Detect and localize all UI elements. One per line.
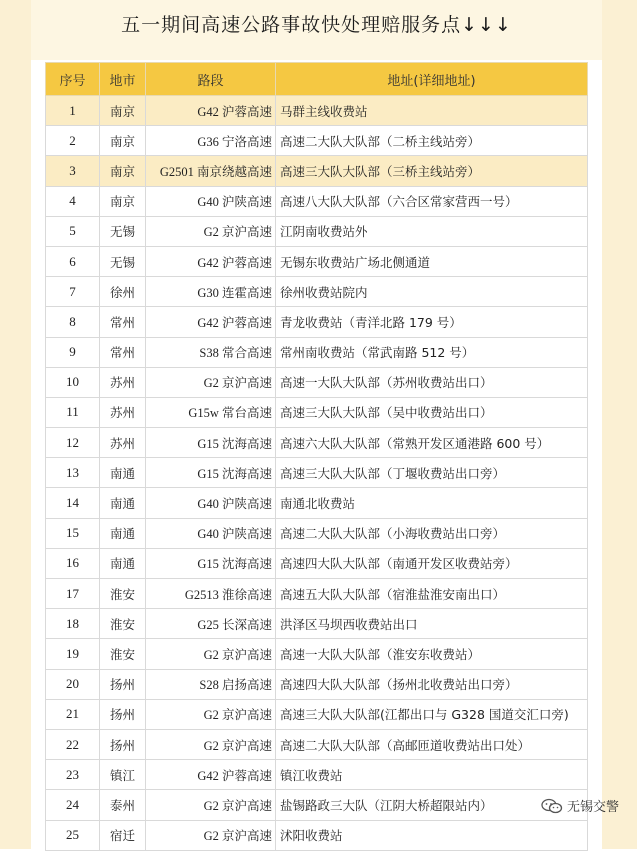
cell-index: 11 bbox=[46, 397, 100, 427]
cell-city: 徐州 bbox=[100, 277, 146, 307]
cell-index: 17 bbox=[46, 579, 100, 609]
cell-address: 高速二大队大队部（高邮匝道收费站出口处） bbox=[276, 729, 588, 759]
cell-index: 8 bbox=[46, 307, 100, 337]
cell-city: 淮安 bbox=[100, 639, 146, 669]
header-road: 路段 bbox=[146, 63, 276, 96]
cell-city: 苏州 bbox=[100, 367, 146, 397]
cell-city: 淮安 bbox=[100, 609, 146, 639]
watermark bbox=[541, 796, 619, 815]
table-row bbox=[46, 518, 588, 548]
service-points-table-wrap bbox=[45, 62, 587, 851]
table-row bbox=[46, 337, 588, 367]
table-row bbox=[46, 277, 588, 307]
cell-address: 高速三大队大队部（三桥主线站旁） bbox=[276, 156, 588, 186]
cell-road: G2 京沪高速 bbox=[146, 790, 276, 820]
cell-address: 高速三大队大队部(江都出口与 G328 国道交汇口旁) bbox=[276, 699, 588, 729]
cell-index: 7 bbox=[46, 277, 100, 307]
table-row bbox=[46, 156, 588, 186]
table-row bbox=[46, 488, 588, 518]
cell-road: G40 沪陕高速 bbox=[146, 488, 276, 518]
cell-road: G15 沈海高速 bbox=[146, 458, 276, 488]
cell-index: 10 bbox=[46, 367, 100, 397]
cell-address: 盐锡路政三大队（江阴大桥超限站内） bbox=[276, 790, 588, 820]
cell-address: 沭阳收费站 bbox=[276, 820, 588, 850]
cell-road: G2 京沪高速 bbox=[146, 367, 276, 397]
cell-city: 扬州 bbox=[100, 669, 146, 699]
cell-city: 宿迁 bbox=[100, 820, 146, 850]
cell-road: G42 沪蓉高速 bbox=[146, 246, 276, 276]
cell-index: 13 bbox=[46, 458, 100, 488]
cell-city: 镇江 bbox=[100, 760, 146, 790]
cell-address: 常州南收费站（常武南路 512 号） bbox=[276, 337, 588, 367]
cell-index: 15 bbox=[46, 518, 100, 548]
cell-road: G42 沪蓉高速 bbox=[146, 96, 276, 126]
cell-road: G2501 南京绕越高速 bbox=[146, 156, 276, 186]
table-header-row bbox=[46, 63, 588, 96]
cell-road: G25 长深高速 bbox=[146, 609, 276, 639]
right-border bbox=[602, 0, 637, 849]
cell-city: 南京 bbox=[100, 156, 146, 186]
cell-index: 23 bbox=[46, 760, 100, 790]
header-city: 地市 bbox=[100, 63, 146, 96]
cell-address: 青龙收费站（青洋北路 179 号） bbox=[276, 307, 588, 337]
cell-city: 南通 bbox=[100, 488, 146, 518]
cell-address: 镇江收费站 bbox=[276, 760, 588, 790]
table-row bbox=[46, 820, 588, 850]
cell-index: 21 bbox=[46, 699, 100, 729]
cell-address: 高速二大队大队部（二桥主线站旁） bbox=[276, 126, 588, 156]
table-row bbox=[46, 790, 588, 820]
cell-city: 常州 bbox=[100, 307, 146, 337]
cell-index: 5 bbox=[46, 216, 100, 246]
cell-address: 徐州收费站院内 bbox=[276, 277, 588, 307]
table-row bbox=[46, 367, 588, 397]
cell-index: 24 bbox=[46, 790, 100, 820]
table-row bbox=[46, 126, 588, 156]
cell-address: 高速五大队大队部（宿淮盐淮安南出口） bbox=[276, 579, 588, 609]
cell-road: G2513 淮徐高速 bbox=[146, 579, 276, 609]
cell-city: 南京 bbox=[100, 126, 146, 156]
cell-road: G30 连霍高速 bbox=[146, 277, 276, 307]
cell-road: G15w 常台高速 bbox=[146, 397, 276, 427]
table-row bbox=[46, 639, 588, 669]
wechat-icon bbox=[541, 798, 563, 814]
cell-road: G15 沈海高速 bbox=[146, 428, 276, 458]
cell-city: 淮安 bbox=[100, 579, 146, 609]
table-body bbox=[46, 96, 588, 851]
cell-index: 18 bbox=[46, 609, 100, 639]
cell-city: 常州 bbox=[100, 337, 146, 367]
cell-index: 4 bbox=[46, 186, 100, 216]
cell-road: G2 京沪高速 bbox=[146, 216, 276, 246]
cell-address: 高速一大队大队部（淮安东收费站） bbox=[276, 639, 588, 669]
cell-road: G36 宁洛高速 bbox=[146, 126, 276, 156]
cell-index: 20 bbox=[46, 669, 100, 699]
cell-address: 高速二大队大队部（小海收费站出口旁） bbox=[276, 518, 588, 548]
cell-index: 12 bbox=[46, 428, 100, 458]
service-points-table bbox=[45, 62, 588, 851]
cell-address: 高速四大队大队部（南通开发区收费站旁） bbox=[276, 548, 588, 578]
cell-index: 14 bbox=[46, 488, 100, 518]
cell-address: 洪泽区马坝西收费站出口 bbox=[276, 609, 588, 639]
cell-address: 高速四大队大队部（扬州北收费站出口旁） bbox=[276, 669, 588, 699]
cell-city: 南通 bbox=[100, 548, 146, 578]
page-title: 五一期间高速公路事故快处理赔服务点↓↓↓ bbox=[121, 14, 512, 36]
watermark-text: 无锡交警 bbox=[566, 800, 619, 815]
cell-road: S28 启扬高速 bbox=[146, 669, 276, 699]
cell-city: 扬州 bbox=[100, 729, 146, 759]
cell-address: 高速八大队大队部（六合区常家营西一号） bbox=[276, 186, 588, 216]
cell-road: G42 沪蓉高速 bbox=[146, 307, 276, 337]
table-row bbox=[46, 699, 588, 729]
cell-index: 1 bbox=[46, 96, 100, 126]
cell-road: G42 沪蓉高速 bbox=[146, 760, 276, 790]
cell-index: 22 bbox=[46, 729, 100, 759]
cell-road: G40 沪陕高速 bbox=[146, 186, 276, 216]
cell-index: 2 bbox=[46, 126, 100, 156]
cell-city: 苏州 bbox=[100, 397, 146, 427]
left-border bbox=[0, 0, 31, 849]
cell-city: 扬州 bbox=[100, 699, 146, 729]
cell-city: 苏州 bbox=[100, 428, 146, 458]
table-row bbox=[46, 760, 588, 790]
table-row bbox=[46, 548, 588, 578]
cell-city: 泰州 bbox=[100, 790, 146, 820]
cell-address: 高速六大队大队部（常熟开发区通港路 600 号） bbox=[276, 428, 588, 458]
table-row bbox=[46, 216, 588, 246]
table-row bbox=[46, 428, 588, 458]
cell-index: 16 bbox=[46, 548, 100, 578]
cell-address: 马群主线收费站 bbox=[276, 96, 588, 126]
cell-road: G15 沈海高速 bbox=[146, 548, 276, 578]
cell-address: 高速一大队大队部（苏州收费站出口） bbox=[276, 367, 588, 397]
cell-road: G2 京沪高速 bbox=[146, 699, 276, 729]
cell-index: 19 bbox=[46, 639, 100, 669]
table-row bbox=[46, 397, 588, 427]
cell-address: 高速三大队大队部（丁堰收费站出口旁） bbox=[276, 458, 588, 488]
cell-city: 南通 bbox=[100, 458, 146, 488]
cell-road: G2 京沪高速 bbox=[146, 639, 276, 669]
header-address: 地址(详细地址) bbox=[276, 63, 588, 96]
table-row bbox=[46, 307, 588, 337]
table-row bbox=[46, 96, 588, 126]
cell-address: 南通北收费站 bbox=[276, 488, 588, 518]
cell-index: 6 bbox=[46, 246, 100, 276]
table-row bbox=[46, 246, 588, 276]
cell-index: 9 bbox=[46, 337, 100, 367]
cell-road: S38 常合高速 bbox=[146, 337, 276, 367]
cell-address: 江阴南收费站外 bbox=[276, 216, 588, 246]
cell-city: 无锡 bbox=[100, 216, 146, 246]
table-row bbox=[46, 609, 588, 639]
cell-index: 3 bbox=[46, 156, 100, 186]
cell-city: 南京 bbox=[100, 96, 146, 126]
cell-address: 无锡东收费站广场北侧通道 bbox=[276, 246, 588, 276]
cell-city: 无锡 bbox=[100, 246, 146, 276]
cell-road: G2 京沪高速 bbox=[146, 820, 276, 850]
cell-city: 南通 bbox=[100, 518, 146, 548]
cell-city: 南京 bbox=[100, 186, 146, 216]
cell-address: 高速三大队大队部（吴中收费站出口） bbox=[276, 397, 588, 427]
header-index: 序号 bbox=[46, 63, 100, 96]
cell-road: G2 京沪高速 bbox=[146, 729, 276, 759]
cell-road: G40 沪陕高速 bbox=[146, 518, 276, 548]
table-row bbox=[46, 669, 588, 699]
table-row bbox=[46, 458, 588, 488]
table-row bbox=[46, 186, 588, 216]
table-row bbox=[46, 729, 588, 759]
table-row bbox=[46, 579, 588, 609]
cell-index: 25 bbox=[46, 820, 100, 850]
